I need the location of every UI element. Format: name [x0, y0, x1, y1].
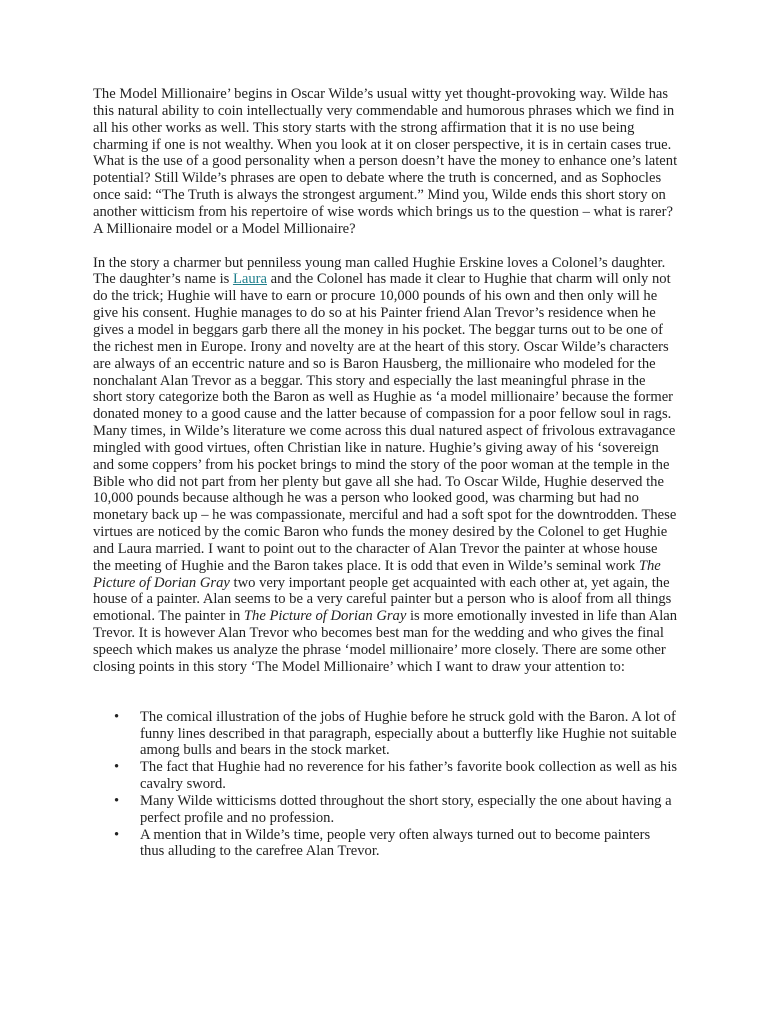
bullet-icon: • [114, 826, 120, 843]
paragraph-story [93, 255, 678, 676]
list-item [93, 827, 678, 861]
bullet-icon: • [114, 708, 120, 725]
bullet-icon: • [114, 759, 120, 776]
list-item [93, 759, 678, 793]
list-item [93, 709, 678, 760]
list-item [93, 793, 678, 827]
list-item-text: A mention that in Wilde’s time, people very often always turned out to become painters thus alluding to the carefree Alan Trevor. [140, 826, 651, 860]
paragraph-story-text-2: and the Colonel has made it clear to Hughie that charm will only not do the trick; Hughie will have to earn or procure 10,000 pounds of his own and then only will he give his consent. Hughie manages to do so at his Painter friend Alan Trevor’s residence when he gives a model in beggars garb there all the money in his pocket. The beggar turns out to be one of the richest men in Europe. Irony and novelty are at the heart of this story. Oscar Wilde’s characters are always of an eccentric nature and so is Baron Hausberg, the millionaire who modeled for the nonchalant Alan Trevor as a beggar. This story and especially the last meaningful phrase in the short story categorize both the Baron as well as Hughie as ‘a model millionaire’ because the former donated money to a good cause and the latter because of compassion for a poor fellow soul in rags. Many times, in Wilde’s literature we come across this dual natured aspect of frivolous extravagance mingled with good virtues, often Christian like in nature. Hughie’s giving away of his ‘sovereign and some coppers’ from his pocket brings to mind the story of the poor woman at the temple in the Bible who did not part from her plenty but gave all she had. To Oscar Wilde, Hughie deserved the 10,000 pounds because although he was a person who looked good, was charming but had no monetary back up – he was compassionate, merciful and had a soft spot for the downtrodden. These virtues are noticed by the comic Baron who funds the money desired by the Colonel to get Hughie and Laura married. I want to point out to the character of Alan Trevor the painter at whose house the meeting of Hughie and the Baron takes place. It is odd that even in Wilde’s seminal work [93, 271, 677, 574]
paragraph-story-text-1: In the story a charmer but penniless young man called Hughie Erskine loves a Colonel’s daughter. The daughter’s name is [93, 254, 666, 288]
paragraph-story-text-3: two very important people get acquainted with each other at, yet again, the house of a painter. Alan seems to be a very careful painter but a person who is aloof from all things emotional. The painter in [93, 574, 672, 625]
list-item-text: Many Wilde witticisms dotted throughout the short story, especially the one about having a perfect profile and no profession. [140, 792, 672, 826]
document-page [93, 86, 678, 860]
paragraph-intro: The Model Millionaire’ begins in Oscar Wilde’s usual witty yet thought-provoking way. Wilde has this natural ability to coin intellectually very commendable and humorous phrases which we find in all his other works as well. This story starts with the strong affirmation that it is no use being charming if one is not wealthy. When you look at it on closer perspective, it is in certain cases true. What is the use of a good personality when a person doesn’t have the money to enhance one’s latent potential? Still Wilde’s phrases are open to debate where the truth is concerned, and as Sophocles once said: “The Truth is always the strongest argument.” Mind you, Wilde ends this short story on another witticism from his repertoire of wise words which brings us to the question – what is rarer? A Millionaire model or a Model Millionaire? [93, 86, 678, 237]
book-title-dorian-gray: The Picture of Dorian Gray [93, 557, 661, 591]
list-item-text: The comical illustration of the jobs of Hughie before he struck gold with the Baron. A lot of funny lines described in that paragraph, especially about a butterfly like Hughie not suitable among bulls and bears in the stock market. [140, 708, 677, 759]
paragraph-story-text-4: is more emotionally invested in life than Alan Trevor. It is however Alan Trevor who becomes best man for the wedding and who gives the final speech which makes us analyze the phrase ‘model millionaire’ more closely. There are some other closing points in this story ‘The Model Millionaire’ which I want to draw your attention to: [93, 608, 678, 675]
list-item-text: The fact that Hughie had no reverence for his father’s favorite book collection as well as his cavalry sword. [140, 759, 678, 793]
bullet-icon: • [114, 792, 120, 809]
book-title-dorian-gray-2: The Picture of Dorian Gray [243, 608, 407, 625]
laura-link[interactable]: Laura [232, 271, 267, 288]
closing-points-list [93, 709, 678, 861]
